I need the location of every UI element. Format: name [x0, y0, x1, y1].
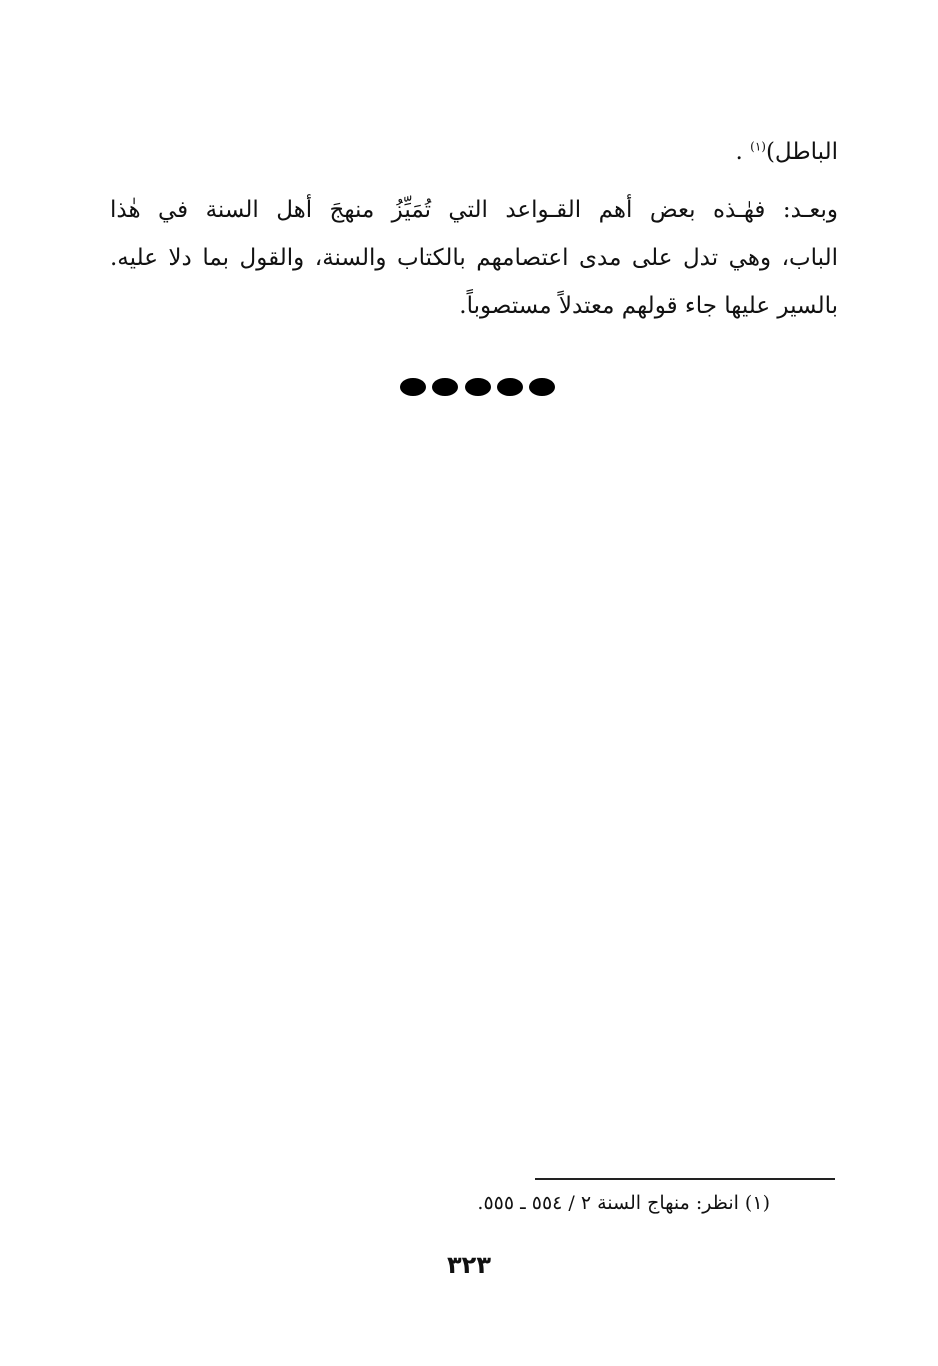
footnote-reference: (١)	[750, 139, 766, 154]
separator-dot	[529, 378, 555, 396]
section-separator	[400, 374, 555, 400]
carry-over-text	[110, 128, 838, 176]
carry-over-word: الباطل)	[765, 139, 838, 165]
separator-dot	[465, 378, 491, 396]
paragraph-line-3: بالسير عليها جاء قولهم معتدلاً مستصوباً.	[459, 293, 838, 319]
carry-over-period: .	[735, 139, 743, 165]
paragraph-line-1: وبعـد: فهٰـذه بعض أهم القـواعد التي تُمَيِّزُ منهجَ أهل السنة في هٰذا	[110, 197, 838, 223]
carry-over-line	[110, 128, 838, 176]
separator-dot	[400, 378, 426, 396]
separator-dot	[497, 378, 523, 396]
body-paragraph	[110, 186, 838, 330]
page-number: ٣٢٣	[447, 1251, 491, 1279]
footnote: (١) انظر: منهاج السنة ٢ / ٥٥٤ ـ ٥٥٥.	[477, 1192, 770, 1214]
separator-dot	[432, 378, 458, 396]
paragraph-line-2: الباب، وهي تدل على مدى اعتصامهم بالكتاب والسنة، والقول بما دلا عليه.	[110, 245, 838, 271]
footnote-divider	[535, 1178, 835, 1180]
